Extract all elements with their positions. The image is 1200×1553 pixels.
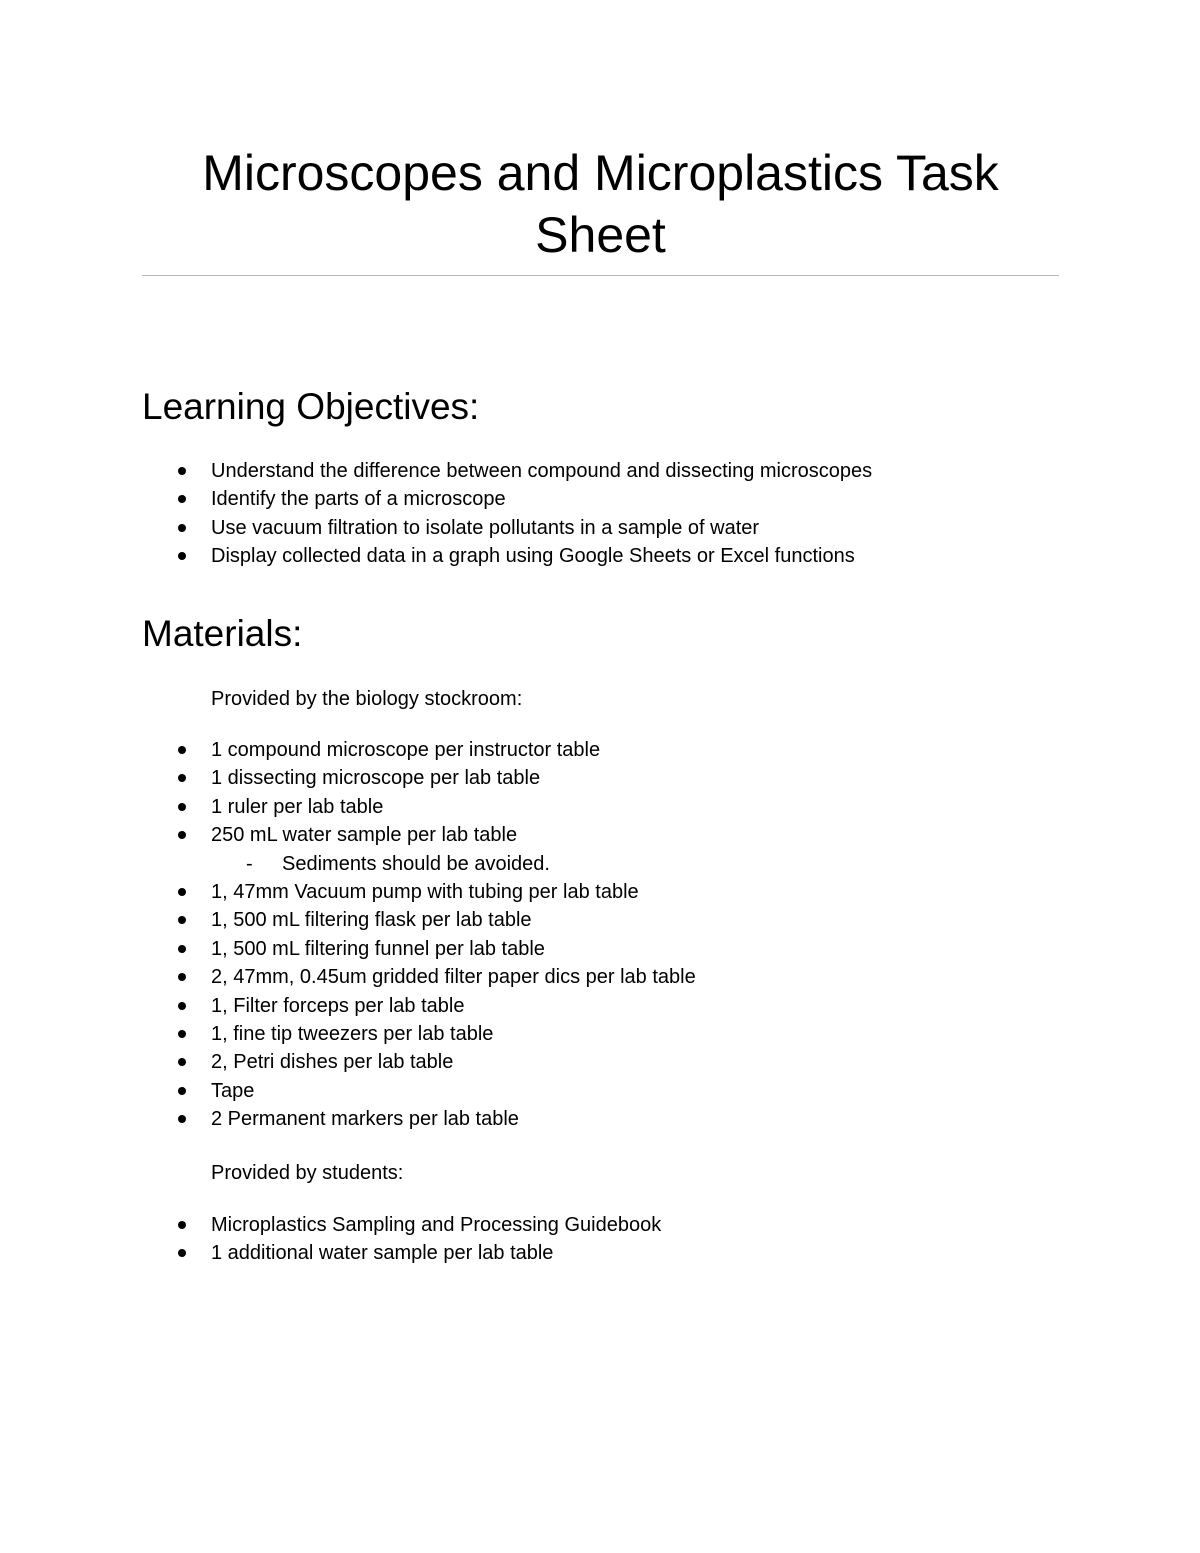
bullet-icon (178, 1030, 186, 1038)
bullet-icon (178, 774, 186, 782)
bullet-icon (178, 552, 186, 560)
bullet-icon (178, 1002, 186, 1010)
dash-marker: - (246, 852, 253, 875)
bullet-icon (178, 524, 186, 532)
bullet-icon (178, 1115, 186, 1123)
bullet-icon (178, 495, 186, 503)
bullet-icon (178, 803, 186, 811)
bullet-icon (178, 1058, 186, 1066)
bullet-icon (178, 467, 186, 475)
bullet-icon (178, 1221, 186, 1229)
bullet-icon (178, 831, 186, 839)
materials-heading: Materials: (142, 613, 303, 654)
document-page: Microscopes and Microplastics Task Sheet Learning Objectives: Understand the difference between compound and dissecting microscopes Identify the parts of a microscope Use vacuum filtration to isolate pollutants in a sample of water Display collected data in a graph using Google Sheets or Excel functions Materials: Provided by the biology stockroom: 1 compound microscope per instructor table 1 dissecting microscope per lab table 1 ruler per lab table 250 mL water sample per lab table - Sediments should be avoided. 1, 47mm Vacuum pump with tubing per lab table 1, 500 mL filtering flask per lab table 1, 500 mL filtering funnel per lab table 2, 47mm, 0.45um gridded filter paper dics per lab table 1, Filter forceps per lab table 1, fine tip tweezers per lab table 2, Petri dishes per lab table Tape 2 Permanent markers per lab table Provided by students: Microplastics Sampling and Processing Guidebook 1 additional water sample per lab table (0, 0, 1200, 1553)
bullet-icon (178, 973, 186, 981)
document-title: Microscopes and Microplastics Task Sheet (202, 145, 999, 263)
learning-objectives-heading: Learning Objectives: (142, 386, 480, 427)
students-label: Provided by students: (211, 1162, 404, 1184)
stockroom-label: Provided by the biology stockroom: (211, 688, 523, 710)
bullet-icon (178, 888, 186, 896)
title-divider (142, 275, 1059, 276)
bullet-icon (178, 945, 186, 953)
bullet-icon (178, 916, 186, 924)
bullet-icon (178, 1249, 186, 1257)
bullet-icon (178, 746, 186, 754)
bullet-icon (178, 1087, 186, 1095)
